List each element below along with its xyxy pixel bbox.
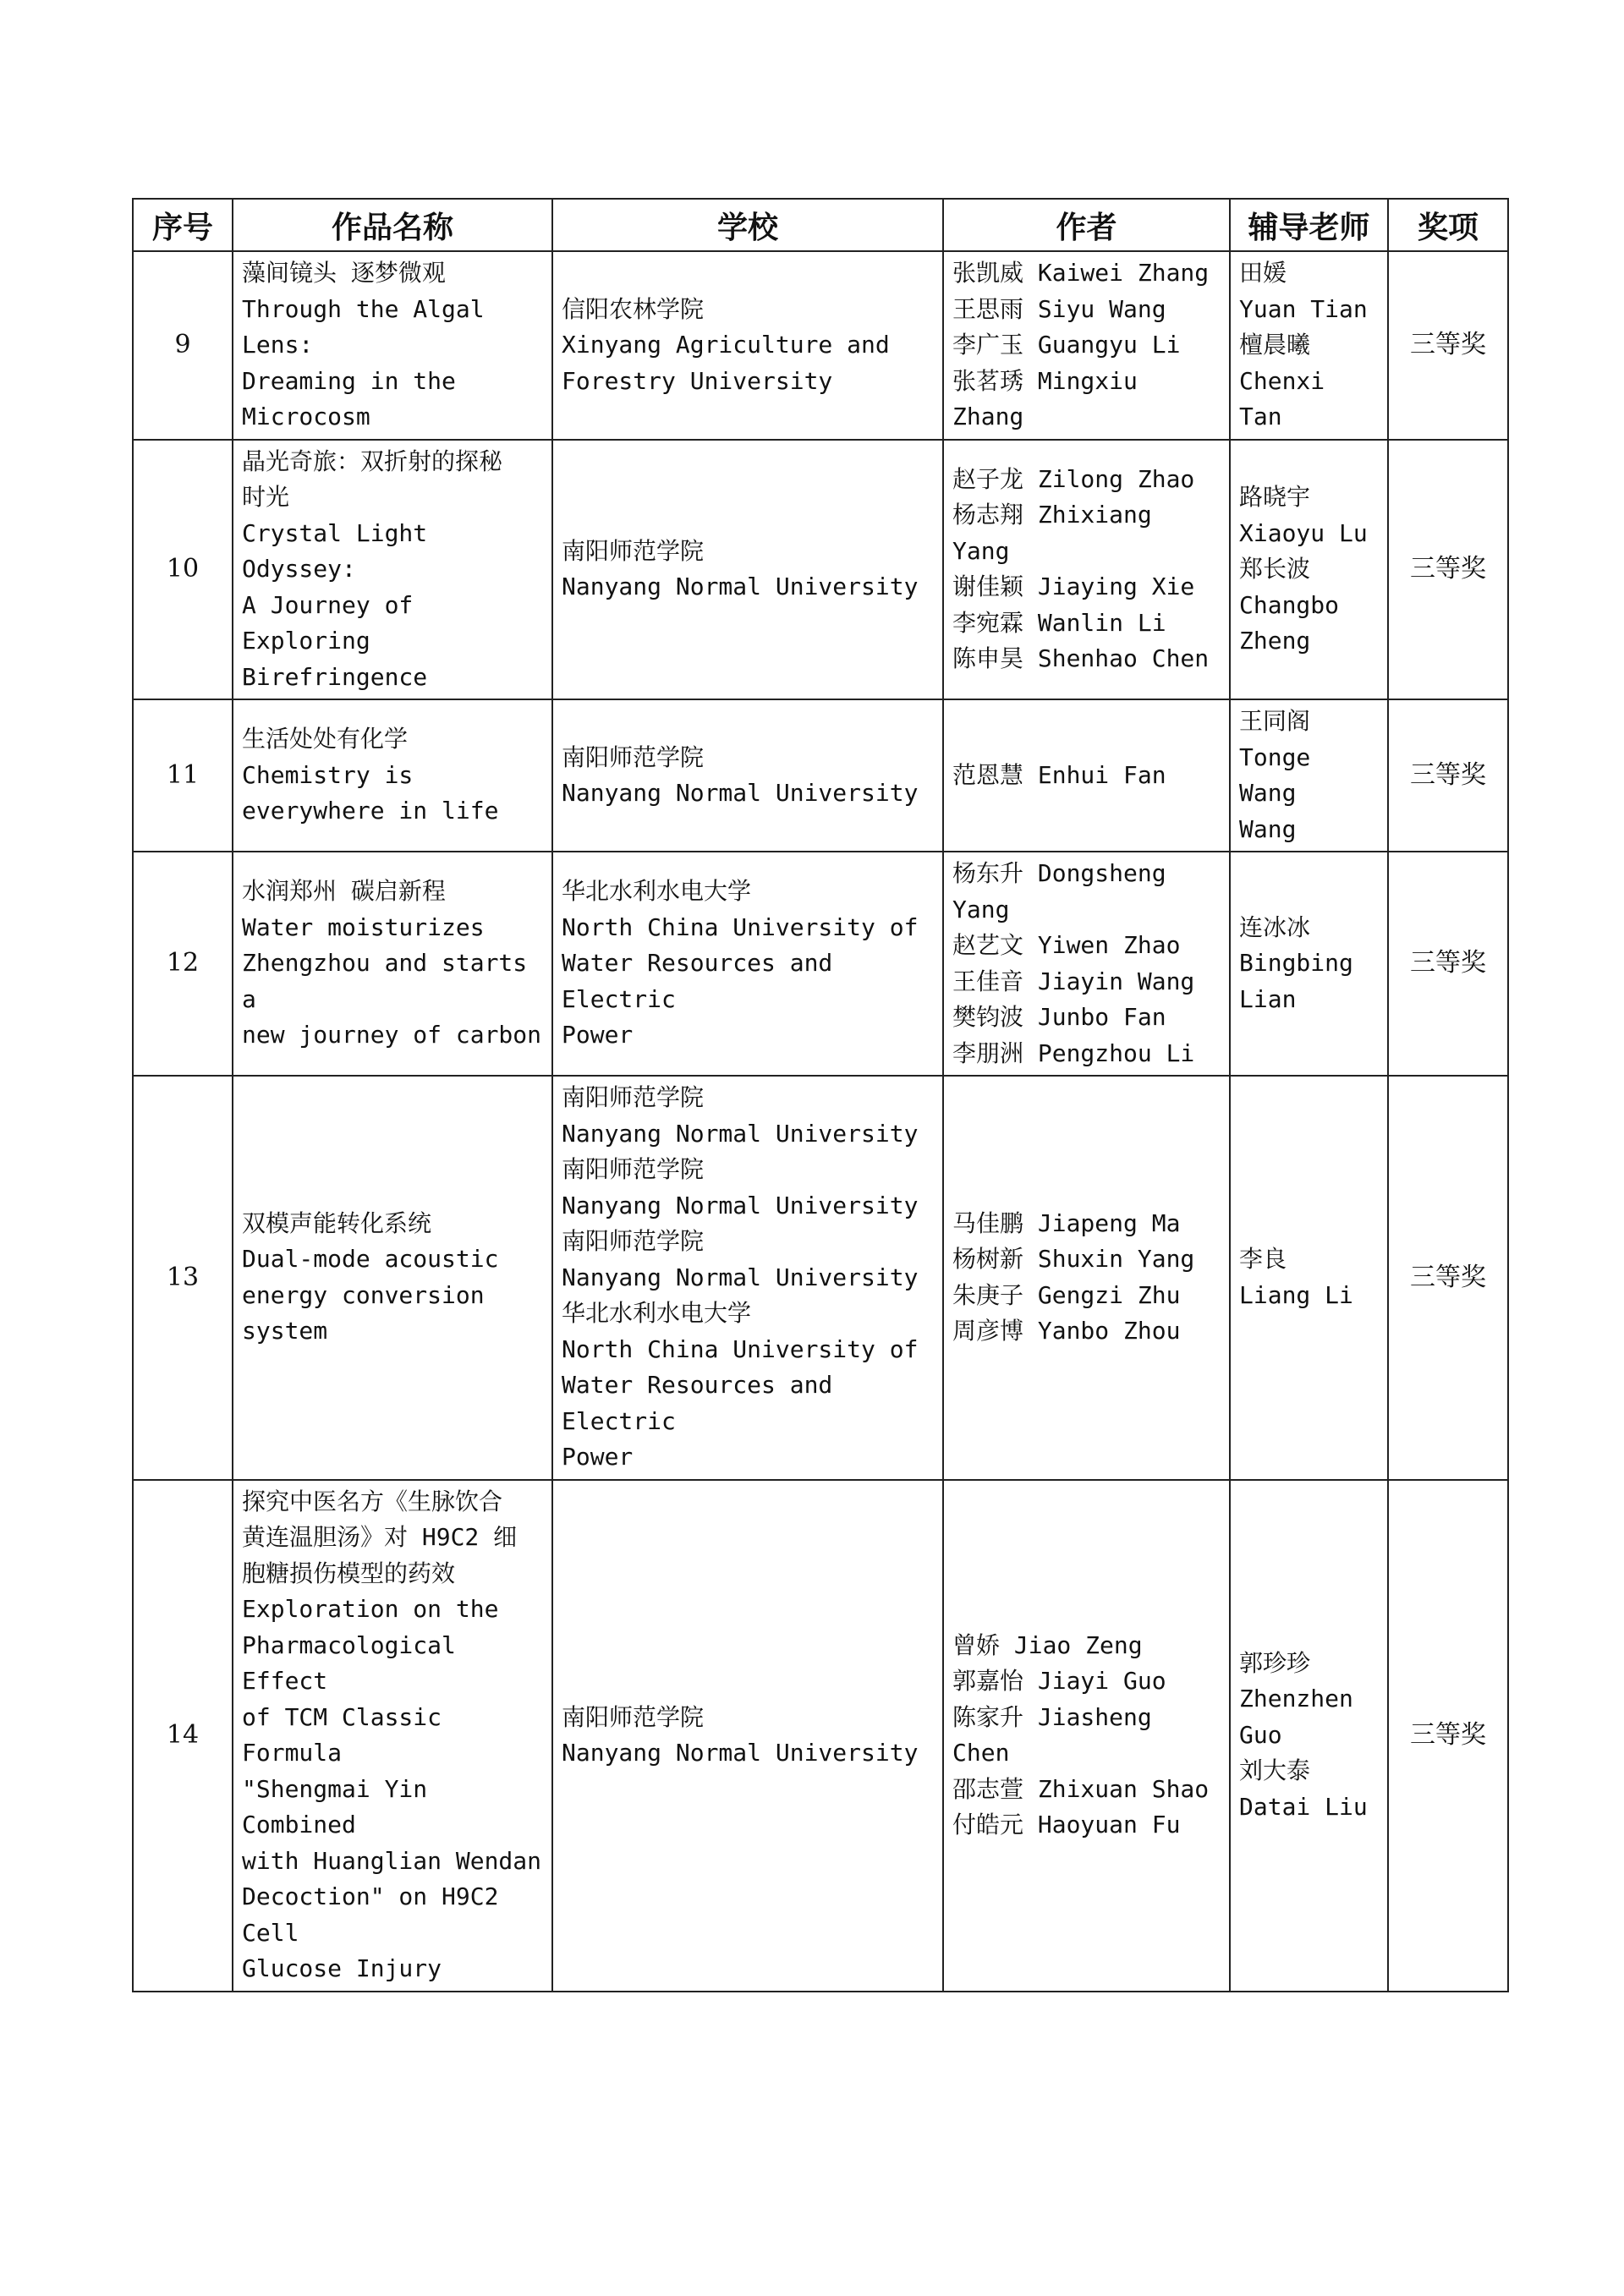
- school-name-line: Forestry University: [562, 366, 833, 395]
- header-school: 学校: [552, 199, 943, 251]
- award-level: 三等奖: [1388, 440, 1508, 700]
- work-title-line: 生活处处有化学: [242, 725, 409, 753]
- school-name-line: 南阳师范学院: [562, 743, 705, 771]
- advisor-list: [1230, 852, 1388, 1076]
- work-title-line: energy conversion: [242, 1280, 485, 1309]
- advisor-list: [1230, 1480, 1388, 1992]
- author-list: [943, 1480, 1230, 1992]
- author-list-line: 张茗琇 Mingxiu Zhang: [952, 366, 1138, 430]
- author-list-line: 马佳鹏 Jiapeng Ma: [952, 1208, 1181, 1237]
- school-name-line: 南阳师范学院: [562, 536, 705, 565]
- advisor-list-line: 刘大泰: [1239, 1756, 1311, 1785]
- author-list: [943, 699, 1230, 852]
- school-name-line: 南阳师范学院: [562, 1702, 705, 1731]
- author-list-line: Yang: [952, 895, 1010, 923]
- work-title-line: Microcosm: [242, 403, 370, 430]
- work-title-line: Exploration on the: [242, 1595, 499, 1623]
- school-name: [552, 251, 943, 440]
- school-name-line: Power: [562, 1443, 634, 1471]
- advisor-list: [1230, 440, 1388, 700]
- author-list-line: 范恩慧 Enhui Fan: [952, 760, 1166, 789]
- school-name-line: 华北水利水电大学: [562, 877, 752, 906]
- school-name-line: Power: [562, 1021, 634, 1049]
- advisor-list-line: 檀晨曦: [1239, 331, 1311, 359]
- school-name-line: Nanyang Normal University: [562, 1263, 919, 1291]
- work-title-line: 黄连温胆汤》对 H9C2 细: [242, 1523, 518, 1551]
- school-name-line: 南阳师范学院: [562, 1227, 705, 1255]
- work-title-line: 时光: [242, 483, 290, 511]
- work-title-line: Glucose Injury: [242, 1954, 442, 1982]
- header-award: 奖项: [1388, 199, 1508, 251]
- advisor-list: [1230, 699, 1388, 852]
- school-name-line: Xinyang Agriculture and: [562, 331, 890, 359]
- author-list-line: 张凯威 Kaiwei Zhang: [952, 259, 1210, 287]
- author-list-line: 杨树新 Shuxin Yang: [952, 1245, 1195, 1274]
- author-list-line: 朱庚子 Gengzi Zhu: [952, 1280, 1181, 1309]
- author-list: [943, 852, 1230, 1076]
- table-row: [133, 852, 1508, 1076]
- award-level: 三等奖: [1388, 699, 1508, 852]
- advisor-list-line: Wang: [1239, 814, 1297, 843]
- advisor-list-line: 连冰冰: [1239, 912, 1311, 941]
- header-title: 作品名称: [233, 199, 552, 251]
- school-name: [552, 1076, 943, 1480]
- school-name-line: 华北水利水电大学: [562, 1299, 752, 1327]
- advisor-list-line: Guo: [1239, 1720, 1282, 1749]
- author-list-line: 杨东升 Dongsheng: [952, 859, 1166, 887]
- author-list-line: 付皓元 Haoyuan Fu: [952, 1811, 1181, 1838]
- school-name: [552, 852, 943, 1076]
- author-list-line: 李朋洲 Pengzhou Li: [952, 1038, 1195, 1067]
- work-title-line: Chemistry is: [242, 760, 414, 789]
- work-title: [233, 251, 552, 440]
- row-number: 10: [133, 440, 233, 700]
- school-name-line: North China University of: [562, 912, 919, 941]
- advisor-list-line: Changbo: [1239, 590, 1340, 619]
- advisor-list-line: Zheng: [1239, 627, 1311, 655]
- header-advisor: 辅导老师: [1230, 199, 1388, 251]
- table-body: [133, 251, 1508, 1992]
- work-title: [233, 1480, 552, 1992]
- work-title-line: Decoction" on H9C2 Cell: [242, 1882, 499, 1947]
- author-list-line: 曾娇 Jiao Zeng: [952, 1630, 1143, 1659]
- work-title: [233, 852, 552, 1076]
- row-number: 13: [133, 1076, 233, 1480]
- school-name: [552, 440, 943, 700]
- award-level: 三等奖: [1388, 1076, 1508, 1480]
- work-title-line: 探究中医名方《生脉饮合: [242, 1487, 503, 1515]
- row-number: 12: [133, 852, 233, 1076]
- row-number: 14: [133, 1480, 233, 1992]
- table-row: [133, 1076, 1508, 1480]
- school-name-line: North China University of: [562, 1334, 919, 1363]
- school-name-line: 南阳师范学院: [562, 1083, 705, 1111]
- advisor-list-line: Zhenzhen: [1239, 1685, 1353, 1713]
- author-list-line: 赵艺文 Yiwen Zhao: [952, 931, 1181, 959]
- work-title-line: "Shengmai Yin Combined: [242, 1774, 428, 1838]
- advisor-list: [1230, 1076, 1388, 1480]
- author-list-line: 王思雨 Siyu Wang: [952, 294, 1166, 323]
- author-list-line: 陈家升 Jiasheng Chen: [952, 1702, 1152, 1767]
- row-number: 9: [133, 251, 233, 440]
- work-title-line: Zhengzhou and starts a: [242, 949, 528, 1013]
- advisor-list-line: 王同阁: [1239, 707, 1311, 735]
- row-number: 11: [133, 699, 233, 852]
- work-title-line: of TCM Classic Formula: [242, 1702, 442, 1767]
- school-name: [552, 699, 943, 852]
- work-title-line: Water moisturizes: [242, 912, 485, 941]
- work-title-line: Pharmacological Effect: [242, 1630, 456, 1695]
- author-list-line: 谢佳颖 Jiaying Xie: [952, 573, 1195, 601]
- work-title-line: 晶光奇旅：双折射的探秘: [242, 447, 503, 475]
- work-title-line: system: [242, 1317, 328, 1345]
- awards-table: [132, 198, 1509, 1992]
- school-name: [552, 1480, 943, 1992]
- advisor-list-line: 郑长波: [1239, 555, 1311, 583]
- table-row: [133, 1480, 1508, 1992]
- work-title-line: 藻间镜头 逐梦微观: [242, 259, 446, 287]
- advisor-list-line: 郭珍珍: [1239, 1648, 1311, 1677]
- author-list: [943, 440, 1230, 700]
- author-list-line: 王佳音 Jiayin Wang: [952, 967, 1195, 995]
- work-title-line: A Journey of Exploring: [242, 590, 414, 655]
- table-row: [133, 440, 1508, 700]
- school-name-line: 南阳师范学院: [562, 1155, 705, 1183]
- school-name-line: Water Resources and Electric: [562, 949, 833, 1013]
- work-title: [233, 1076, 552, 1480]
- header-num: 序号: [133, 199, 233, 251]
- school-name-line: Nanyang Normal University: [562, 779, 919, 807]
- award-level: 三等奖: [1388, 1480, 1508, 1992]
- advisor-list: [1230, 251, 1388, 440]
- school-name-line: Nanyang Normal University: [562, 1119, 919, 1148]
- school-name-line: 信阳农林学院: [562, 294, 705, 323]
- advisor-list-line: Bingbing: [1239, 949, 1353, 978]
- advisor-list-line: Xiaoyu Lu: [1239, 518, 1368, 547]
- advisor-list-line: Chenxi Tan: [1239, 366, 1325, 430]
- work-title-line: Dreaming in the: [242, 366, 456, 395]
- work-title: [233, 699, 552, 852]
- work-title-line: Birefringence: [242, 662, 428, 691]
- author-list-line: 陈申昊 Shenhao Chen: [952, 644, 1210, 673]
- work-title-line: Through the Algal Lens:: [242, 294, 485, 359]
- author-list: [943, 1076, 1230, 1480]
- advisor-list-line: Yuan Tian: [1239, 294, 1368, 323]
- work-title: [233, 440, 552, 700]
- award-level: 三等奖: [1388, 852, 1508, 1076]
- header-author: 作者: [943, 199, 1230, 251]
- author-list-line: 李广玉 Guangyu Li: [952, 331, 1181, 359]
- author-list-line: 周彦博 Yanbo Zhou: [952, 1317, 1181, 1345]
- table-row: [133, 251, 1508, 440]
- work-title-line: Crystal Light Odyssey:: [242, 518, 428, 583]
- author-list-line: 赵子龙 Zilong Zhao: [952, 464, 1195, 493]
- school-name-line: Nanyang Normal University: [562, 1739, 919, 1767]
- advisor-list-line: Datai Liu: [1239, 1792, 1368, 1821]
- work-title-line: 水润郑州 碳启新程: [242, 877, 446, 906]
- award-level: 三等奖: [1388, 251, 1508, 440]
- advisor-list-line: Tonge Wang: [1239, 743, 1311, 807]
- work-title-line: new journey of carbon: [242, 1021, 542, 1049]
- work-title-line: 双模声能转化系统: [242, 1208, 432, 1237]
- advisor-list-line: 田媛: [1239, 259, 1287, 287]
- author-list-line: 郭嘉怡 Jiayi Guo: [952, 1667, 1166, 1695]
- work-title-line: with Huanglian Wendan: [242, 1846, 542, 1875]
- author-list-line: 樊钧波 Junbo Fan: [952, 1003, 1166, 1031]
- advisor-list-line: Lian: [1239, 984, 1297, 1013]
- author-list-line: 杨志翔 Zhixiang Yang: [952, 501, 1152, 565]
- school-name-line: Nanyang Normal University: [562, 1191, 919, 1219]
- work-title-line: everywhere in life: [242, 797, 499, 825]
- school-name-line: Nanyang Normal University: [562, 573, 919, 601]
- advisor-list-line: 路晓宇: [1239, 483, 1311, 511]
- header-row: [133, 199, 1508, 251]
- advisor-list-line: 李良: [1239, 1245, 1287, 1274]
- work-title-line: Dual-mode acoustic: [242, 1245, 499, 1274]
- school-name-line: Water Resources and Electric: [562, 1371, 833, 1435]
- table-row: [133, 699, 1508, 852]
- work-title-line: 胞糖损伤模型的药效: [242, 1559, 456, 1587]
- author-list-line: 李宛霖 Wanlin Li: [952, 608, 1166, 637]
- author-list-line: 邵志萱 Zhixuan Shao: [952, 1774, 1210, 1803]
- advisor-list-line: Liang Li: [1239, 1280, 1353, 1309]
- author-list: [943, 251, 1230, 440]
